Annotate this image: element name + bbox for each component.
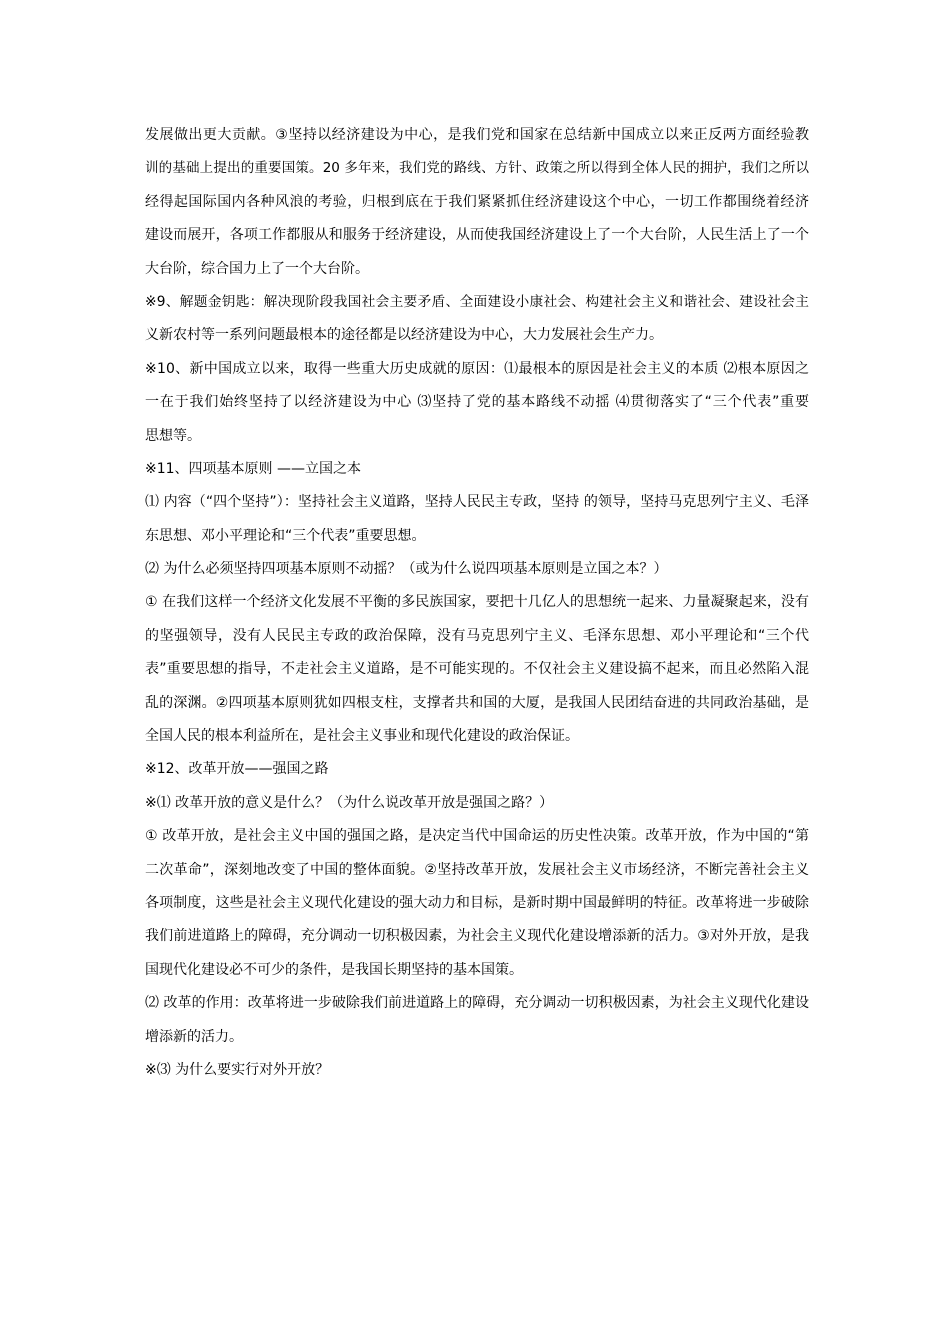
text-line: ① 在我们这样一个经济文化发展不平衡的多民族国家，要把十几亿人的思想统一起来、力量凝聚起来，没有 <box>145 594 809 611</box>
text-line: 我们前进道路上的障碍，充分调动一切积极因素，为社会主义现代化建设增添新的活力。③对外开放，是我 <box>145 928 809 945</box>
text-line: 表”重要思想的指导，不走社会主义道路，是不可能实现的。不仅社会主义建设搞不起来，而且必然陷入混 <box>145 661 809 678</box>
text-line: 全国人民的根本利益所在，是社会主义事业和现代化建设的政治保证。 <box>145 728 579 745</box>
text-line: ① 改革开放，是社会主义中国的强国之路，是决定当代中国命运的历史性决策。改革开放，作为中国的“第 <box>145 828 809 845</box>
text-line: 大台阶，综合国力上了一个大台阶。 <box>145 260 369 277</box>
text-line: 训的基础上提出的重要国策。20 多年来，我们党的路线、方针、政策之所以得到全体人民的拥护，我们之所以 <box>145 160 809 177</box>
text-line: 国现代化建设必不可少的条件，是我国长期坚持的基本国策。 <box>145 961 523 978</box>
text-line: ⑵ 改革的作用：改革将进一步破除我们前进道路上的障碍，充分调动一切积极因素，为社会主义现代化建设 <box>145 995 809 1012</box>
document-body <box>145 119 809 1087</box>
text-line: 一在于我们始终坚持了以经济建设为中心 ⑶坚持了党的基本路线不动摇 ⑷贯彻落实了“三个代表”重要 <box>145 394 809 411</box>
question-line: ※⑴ 改革开放的意义是什么？（为什么说改革开放是强国之路？） <box>145 794 554 811</box>
text-line: ⑴ 内容（“四个坚持”）：坚持社会主义道路，坚持人民民主专政，坚持 的领导，坚持马克思列宁主义、毛泽 <box>145 494 809 511</box>
text-line: 二次革命”，深刻地改变了中国的整体面貌。②坚持改革开放，发展社会主义市场经济，不断完善社会主义 <box>145 861 809 878</box>
text-line: 的坚强领导，没有人民民主专政的政治保障，没有马克思列宁主义、毛泽东思想、邓小平理论和“三个代 <box>145 627 809 644</box>
question-line: ⑵ 为什么必须坚持四项基本原则不动摇？（或为什么说四项基本原则是立国之本？） <box>145 561 668 578</box>
text-line: 义新农村等一系列问题最根本的途径都是以经济建设为中心，大力发展社会生产力。 <box>145 327 663 344</box>
text-line: 各项制度，这些是社会主义现代化建设的强大动力和目标，是新时期中国最鲜明的特征。改革将进一步破除 <box>145 894 809 911</box>
text-line: 乱的深渊。②四项基本原则犹如四根支柱，支撑者共和国的大厦，是我国人民团结奋进的共同政治基础，是 <box>145 694 809 711</box>
section-heading-12: ※12、改革开放——强国之路 <box>145 761 329 778</box>
text-line: 增添新的活力。 <box>145 1028 243 1045</box>
text-line: 建设而展开，各项工作都服从和服务于经济建设，从而使我国经济建设上了一个大台阶，人民生活上了一个 <box>145 227 809 244</box>
question-line: ※⑶ 为什么要实行对外开放？ <box>145 1061 330 1078</box>
text-line: 发展做出更大贡献。③坚持以经济建设为中心，是我们党和国家在总结新中国成立以来正反两方面经验教 <box>145 127 809 143</box>
section-heading-10: ※10、新中国成立以来，取得一些重大历史成就的原因：⑴最根本的原因是社会主义的本质 ⑵根本原因之 <box>145 360 809 377</box>
text-line: 思想等。 <box>145 427 201 444</box>
section-heading-11: ※11、四项基本原则 ——立国之本 <box>145 460 361 477</box>
text-line: 经得起国际国内各种风浪的考验，归根到底在于我们紧紧抓住经济建设这个中心，一切工作都围绕着经济 <box>145 193 809 210</box>
text-line: 东思想、邓小平理论和“三个代表”重要思想。 <box>145 527 426 544</box>
section-heading-9: ※9、解题金钥匙：解决现阶段我国社会主要矛盾、全面建设小康社会、构建社会主义和谐社会、建设社会主 <box>145 293 809 310</box>
